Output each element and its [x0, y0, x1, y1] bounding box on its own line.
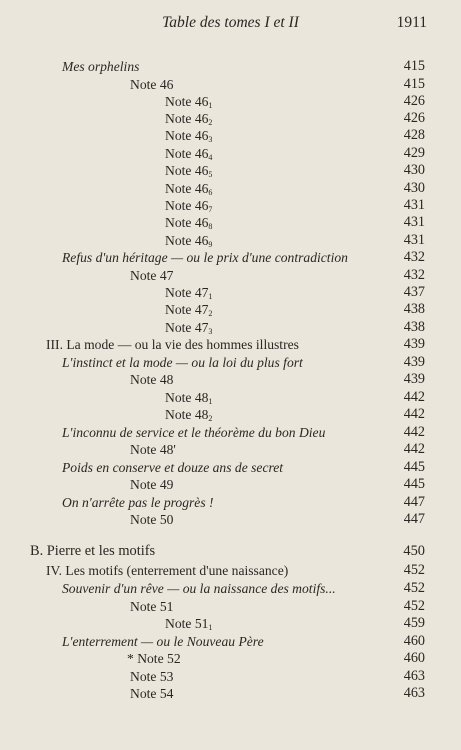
toc-entry-label: Note $51_1$ — [165, 616, 213, 632]
toc-entry-page: 460 — [403, 650, 425, 666]
toc-entry — [0, 301, 425, 318]
toc-entry-label: Note $46_2$ — [165, 111, 213, 127]
toc-entry — [0, 93, 425, 110]
toc-entry-subscript: 1 — [208, 101, 213, 110]
toc-entry-subscript: 7 — [208, 205, 213, 214]
toc-entry-page: 442 — [403, 389, 425, 405]
toc-entry — [0, 354, 425, 371]
toc-entry — [0, 371, 425, 388]
toc-entry — [0, 162, 425, 179]
toc-entry-label: On n'arrête pas le progrès ! — [62, 495, 214, 510]
toc-entry-page: 428 — [403, 127, 425, 143]
toc-entry-page: 447 — [403, 511, 425, 527]
toc-entry-label: L'enterrement — ou le Nouveau Père — [62, 634, 264, 649]
toc-entry-label: L'inconnu de service et le théorème du bon Dieu — [62, 425, 326, 440]
toc-entry-subscript: 1 — [208, 623, 213, 632]
toc-entry — [0, 685, 425, 702]
toc-entry-label: Poids en conserve et douze ans de secret — [62, 460, 284, 475]
toc-entry-subscript: 1 — [208, 292, 213, 301]
toc-entry-page: 415 — [403, 58, 425, 74]
toc-entry-page: 442 — [403, 406, 425, 422]
toc-entry — [0, 494, 425, 511]
folio-number: 1911 — [396, 14, 427, 31]
toc-entry-label: L'instinct et la mode — ou la loi du plus fort — [62, 355, 303, 370]
toc-entry — [0, 459, 425, 476]
toc-entry-subscript: 2 — [208, 414, 213, 423]
toc-entry — [0, 110, 425, 127]
toc-entry-page: 430 — [403, 162, 425, 178]
toc-entry-page: 439 — [403, 336, 425, 352]
toc-entry-label: B. Pierre et les motifs — [30, 543, 156, 559]
toc-entry-label: Note $46_1$ — [165, 94, 213, 110]
toc-entry-label: Note $47_2$ — [165, 302, 213, 318]
toc-entry-label: Note $46_7$ — [165, 198, 213, 214]
toc-entry-page: 432 — [403, 267, 425, 283]
toc-entry-page: 437 — [403, 284, 425, 300]
toc-entry-label: Note 50 — [130, 512, 174, 527]
toc-entry-label: Note $47_3$ — [165, 320, 213, 336]
toc-entry-label: Note 48 — [130, 372, 174, 387]
toc-entry — [0, 180, 425, 197]
toc-entry-page: 463 — [403, 685, 425, 701]
toc-entry-subscript: 8 — [208, 222, 213, 231]
toc-entry — [0, 598, 425, 615]
toc-entry-page: 430 — [403, 180, 425, 196]
toc-entry-page: 431 — [403, 197, 425, 213]
toc-entry — [0, 76, 425, 93]
toc-entry — [0, 562, 425, 579]
toc-entry — [0, 127, 425, 144]
toc-entry-label: Note 54 — [130, 686, 174, 701]
toc-entry-page: 452 — [403, 580, 425, 596]
toc-entry-subscript: 9 — [208, 240, 213, 249]
toc-entry-subscript: 3 — [208, 327, 213, 336]
toc-entry-page: 452 — [403, 598, 425, 614]
toc-entry — [0, 197, 425, 214]
toc-entry-label: Note 46 — [130, 77, 174, 92]
toc-entry-label: Note 53 — [130, 669, 174, 684]
toc-entry-page: 426 — [403, 110, 425, 126]
toc-entry-label: Mes orphelins — [62, 59, 140, 74]
toc-entry-label: Note 47 — [130, 268, 174, 283]
toc-entry-page: 439 — [403, 371, 425, 387]
toc-entry-page: 438 — [403, 301, 425, 317]
toc-entry — [0, 249, 425, 266]
toc-entry-label: Note $48_1$ — [165, 390, 213, 406]
toc-entry-label: Note $48_2$ — [165, 407, 213, 423]
toc-entry — [0, 145, 425, 162]
toc-entry — [0, 406, 425, 423]
toc-entry-page: 450 — [403, 543, 425, 559]
toc-entry-label: Note $46_8$ — [165, 215, 213, 231]
toc-entry-label: Note $46_3$ — [165, 128, 213, 144]
toc-entry-page: 415 — [403, 76, 425, 92]
running-header — [0, 14, 461, 34]
toc-entry-subscript: 2 — [208, 309, 213, 318]
toc-entry — [0, 389, 425, 406]
toc-entry-subscript: 1 — [208, 397, 213, 406]
toc-entry-page: 463 — [403, 668, 425, 684]
toc-entry-label: III. La mode — ou la vie des hommes illustres — [46, 337, 299, 352]
toc-entry-subscript: 4 — [208, 153, 213, 162]
toc-entry — [0, 511, 425, 528]
toc-entry-label: Note 48' — [130, 442, 176, 457]
toc-entry-page: 447 — [403, 494, 425, 510]
toc-entry — [0, 650, 425, 667]
running-title: Table des tomes I et II — [162, 14, 299, 31]
toc-entry — [0, 424, 425, 441]
toc-entry-label: * Note 52 — [127, 651, 181, 666]
toc-entry — [0, 267, 425, 284]
toc-entry-label: Note 51 — [130, 599, 174, 614]
toc-entry — [0, 476, 425, 493]
toc-entry-page: 460 — [403, 633, 425, 649]
toc-entry-page: 431 — [403, 232, 425, 248]
toc-entry-label: Note $46_6$ — [165, 181, 213, 197]
toc-entry — [0, 336, 425, 353]
toc-entry-page: 452 — [403, 562, 425, 578]
toc-entry — [0, 214, 425, 231]
toc-entry — [0, 615, 425, 632]
toc-entry-label: Note 49 — [130, 477, 174, 492]
toc-entry — [0, 232, 425, 249]
toc-entry — [0, 284, 425, 301]
toc-entry — [0, 543, 425, 560]
toc-entry-label: Note $46_5$ — [165, 163, 213, 179]
toc-entry-page: 432 — [403, 249, 425, 265]
toc-entry-page: 442 — [403, 441, 425, 457]
toc-entry-label: IV. Les motifs (enterrement d'une naissance) — [46, 563, 289, 578]
toc-entry-page: 445 — [403, 476, 425, 492]
toc-entry — [0, 441, 425, 458]
toc-entry — [0, 580, 425, 597]
toc-entry — [0, 319, 425, 336]
toc-entry — [0, 668, 425, 685]
toc-entry-subscript: 2 — [208, 118, 213, 127]
toc-entry-subscript: 5 — [208, 170, 213, 179]
toc-entry-page: 431 — [403, 214, 425, 230]
toc-entry-label: Refus d'un héritage — ou le prix d'une contradiction — [62, 250, 348, 265]
toc-entry-label: Note $46_4$ — [165, 146, 213, 162]
toc-entry-subscript: 6 — [208, 188, 213, 197]
toc-entry-label: Note $47_1$ — [165, 285, 213, 301]
toc-entry-page: 459 — [403, 615, 425, 631]
toc-entry-label: Note $46_9$ — [165, 233, 213, 249]
toc-entry-page: 426 — [403, 93, 425, 109]
toc-entry-page: 438 — [403, 319, 425, 335]
toc-entry-page: 442 — [403, 424, 425, 440]
toc-entry-page: 445 — [403, 459, 425, 475]
toc-entry-subscript: 3 — [208, 135, 213, 144]
toc-entry — [0, 58, 425, 75]
toc-entry-page: 439 — [403, 354, 425, 370]
toc-entry-page: 429 — [403, 145, 425, 161]
toc-entry — [0, 633, 425, 650]
toc-entry-label: Souvenir d'un rêve — ou la naissance des motifs... — [62, 581, 336, 596]
